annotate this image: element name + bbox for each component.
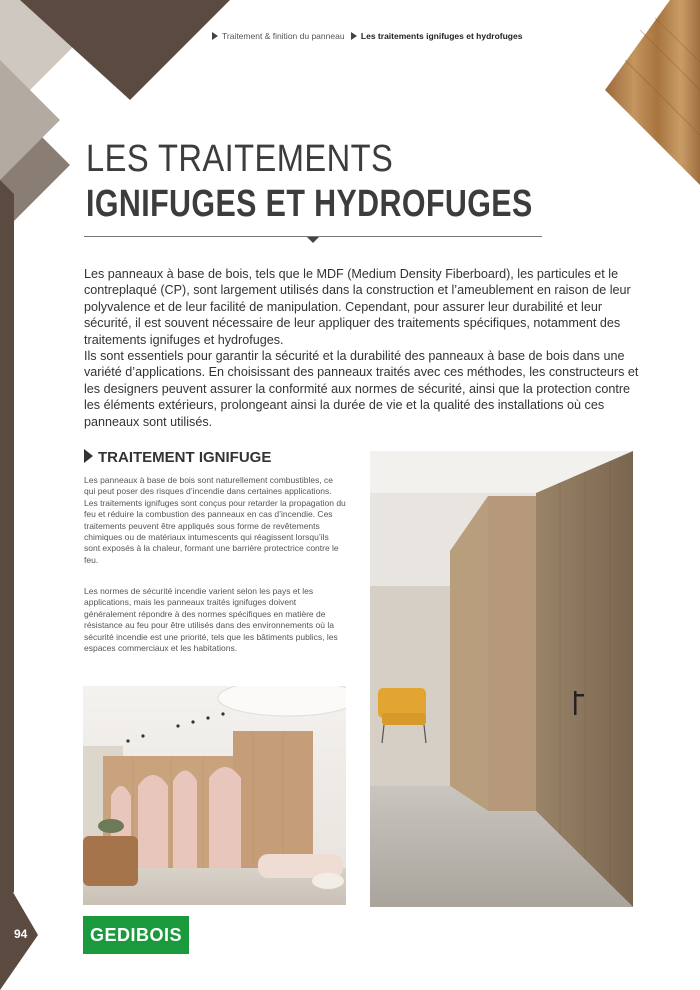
chevron-right-icon [84, 449, 93, 463]
page-title-line2: IGNIFUGES ET HYDROFUGES [86, 183, 533, 225]
breadcrumb-current: Les traitements ignifuges et hydrofuges [360, 31, 523, 41]
intro-text [84, 266, 644, 430]
brand-logo: GEDIBOIS [83, 916, 189, 954]
intro-paragraph: Les panneaux à base de bois, tels que le MDF (Medium Density Fiberboard), les particules et le contreplaqué (CP), sont largement utilisés dans la construction et l’ameublement en raison de leur polyvalence et de leur facilité de manipulation. Cependant, pour assurer leur durabilité et leur sécurité, il est souvent nécessaire de leur appliquer des traitements spécifiques, notamment des traitements ignifuges et hydrofuges. [84, 267, 631, 347]
section-paragraph: Les normes de sécurité incendie varient selon les pays et les applications, mais les panneaux traités ignifuges doivent généralement répondre à des normes spécifiques en matière de résistance au feu pour être utilisés dans des environnements où la sécurité incendie est une priorité, tels que les bâtiments publics, les espaces commerciaux et les habitations. [84, 586, 338, 654]
breadcrumb-parent[interactable]: Traitement & finition du panneau [222, 31, 345, 41]
wood-corner-shape [585, 0, 700, 190]
page-number: 94 [14, 927, 28, 941]
breadcrumb [212, 31, 522, 41]
section-paragraph: Les panneaux à base de bois sont naturellement combustibles, ce qui peut poser des risques d’incendie dans certaines applications. Les traitements ignifuges sont conçus pour retarder la propagation du feu et réduire la combustion des panneaux en cas d’incendie. Ces traitements peuvent être appliqués sous forme de revêtements chimiques ou de matériaux intumescents qui réagissent lorsqu’ils sont exposés à la chaleur, formant une barrière protectrice contre le feu. [84, 475, 346, 565]
section-title: TRAITEMENT IGNIFUGE [98, 449, 272, 466]
interior-photo-corridor [370, 451, 633, 907]
chevron-right-icon [212, 32, 218, 40]
interior-photo-arches [83, 686, 346, 905]
intro-paragraph: Ils sont essentiels pour garantir la sécurité et la durabilité des panneaux à base de bois dans une variété d’applications. En choisissant des panneaux traités avec ces méthodes, les constructeurs et les designers peuvent assurer la conformité aux normes de sécurité, ainsi que la protection contre les éléments extérieurs, prolongeant ainsi la durée de vie et la qualité des installations où ces panneaux sont utilisés. [84, 349, 639, 429]
section-heading [84, 449, 271, 466]
chevron-right-icon [351, 32, 357, 40]
page-title-line1: LES TRAITEMENTS [86, 138, 394, 180]
divider-arrow-icon [307, 237, 319, 243]
